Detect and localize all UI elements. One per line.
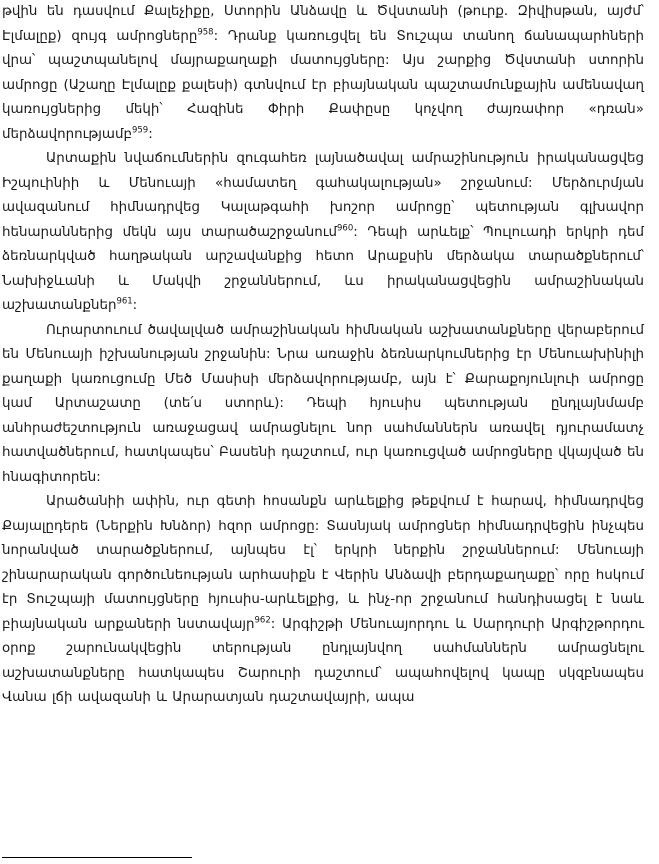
text-run: Արածանիի ափին, ուր գետի հոսանքն արևելքից թեքվում է հարավ, հիմնադրվեց Քայալըդերե (Ներքին Խնձոր) հզոր ամրոցը: Տասնյակ ամրոցներ հիմնադրվեցին ինչպես նորանված տարածքներում, այնպես էլ՝ երկրի ներքին շրջաններում: Մենուայի շինարարական գործունեության արհասիքն է Վերին Անձավի բերդաքաղաքը՝ որը հսկում էր Տուշպայի մատույցները հյուսիս-արևելքից, և ինչ-որ շրջանում հանդիսացել է նաև բիայնական արքաների նստավայր [2,494,644,632]
footnote-ref: 959 [131,125,149,136]
footnote-separator [2,857,192,858]
text-run: : [148,126,153,142]
text-run: Արտաքին նվաճումներին զուգահեռ լայնածավալ ամրաշինություն իրականացվեց Իշպուինիի և Մենուայի «համատեղ գահակալության» շրջանում: Մերձուրմյան ավազանում հիմնադրվեց Կալաթգահի խոշոր ամրոցը՝ պետության գլխավոր հենարաններից մեկն այս տարածաշրջանում [2,151,644,240]
paragraph-2 [2,147,644,319]
text-run: : Դեպի արևելք՝ Պուլուադի երկրի դեմ ձեռնարկված հաղթական արշավանքից հետո Արաքսին մերձակա տարածքներում՝ Նախիջևանի և Մակվի շրջաններում, ևս իրականացվեցին ամրաշինական աշխատանքներ [2,224,644,313]
footnote-ref: 960 [337,223,354,234]
footnote-ref: 961 [116,296,133,307]
text-run: : Արգիշթի Մենուայորդու և Սարդուրի Արգիշթորդու օրոք շարունակվեցին տերության ընդլայնվող սահմաններն ամրացնելու աշխատանքները հատկապես Շարուրի դաշտում՝ ապահովելով կապը սկզբնապես Վանա լճի ավազանի և Արարատյան դաշտավայրի, ապա [2,616,645,705]
footnote-ref: 962 [254,615,271,626]
text-run: Ուրարտուում ծավալված ամրաշինական հիմնական աշխատանքները վերաբերում են Մենուայի իշխանության շրջանին: Նրա առաջին ձեռնարկումներից էր Մենուախինիլի քաղաքի կառուցումը Մեծ Մասիսի մերձավորությամբ, այն է՝ Քարաքոյունլուի ամրոցը կամ Արտաշատը (տե՛ս ստորև): Դեպի հյուսիս պետության ընդլայնմամբ անհրաժեշտություն առաջացավ ամրացնելու նոր սահմաններն առավել դյուրամատչ հատվածներում, հատկապես՝ Բասենի դաշտում, ուր կառուցված ամրոցները վկայված են հնագիտորեն: [2,322,644,485]
text-run: թվին են դասվում Քալեչիքը, Ստորին Անձավը և Ծվստանի (թուրք. Զիվիսթան, այժմ՝ Էլմալըք) զույգ ամրոցները [2,4,644,44]
body-text [2,0,644,711]
text-run: : Դրանք կառուցվել են Տուշպա տանող ճանապարհների վրա՝ պաշտպանելով մայրաքաղաքի մատույցները: Այս շարքից Ծվստանի ստորին ամրոցը (Աշաղը Էլմալըք քալեսի) գտնվում էր բիայնական պաշտամունքային ամենավաղ կառույցներից մեկի՝ Հազինե Փիրի Քափըսը կոչվող ժայռափոր «դռան» մերձավորությամբ [2,28,644,142]
footnote-ref: 958 [197,27,214,38]
paragraph-4 [2,490,644,711]
paragraph-1 [2,0,644,147]
text-run: : [132,298,138,313]
paragraph-3 [2,319,644,491]
